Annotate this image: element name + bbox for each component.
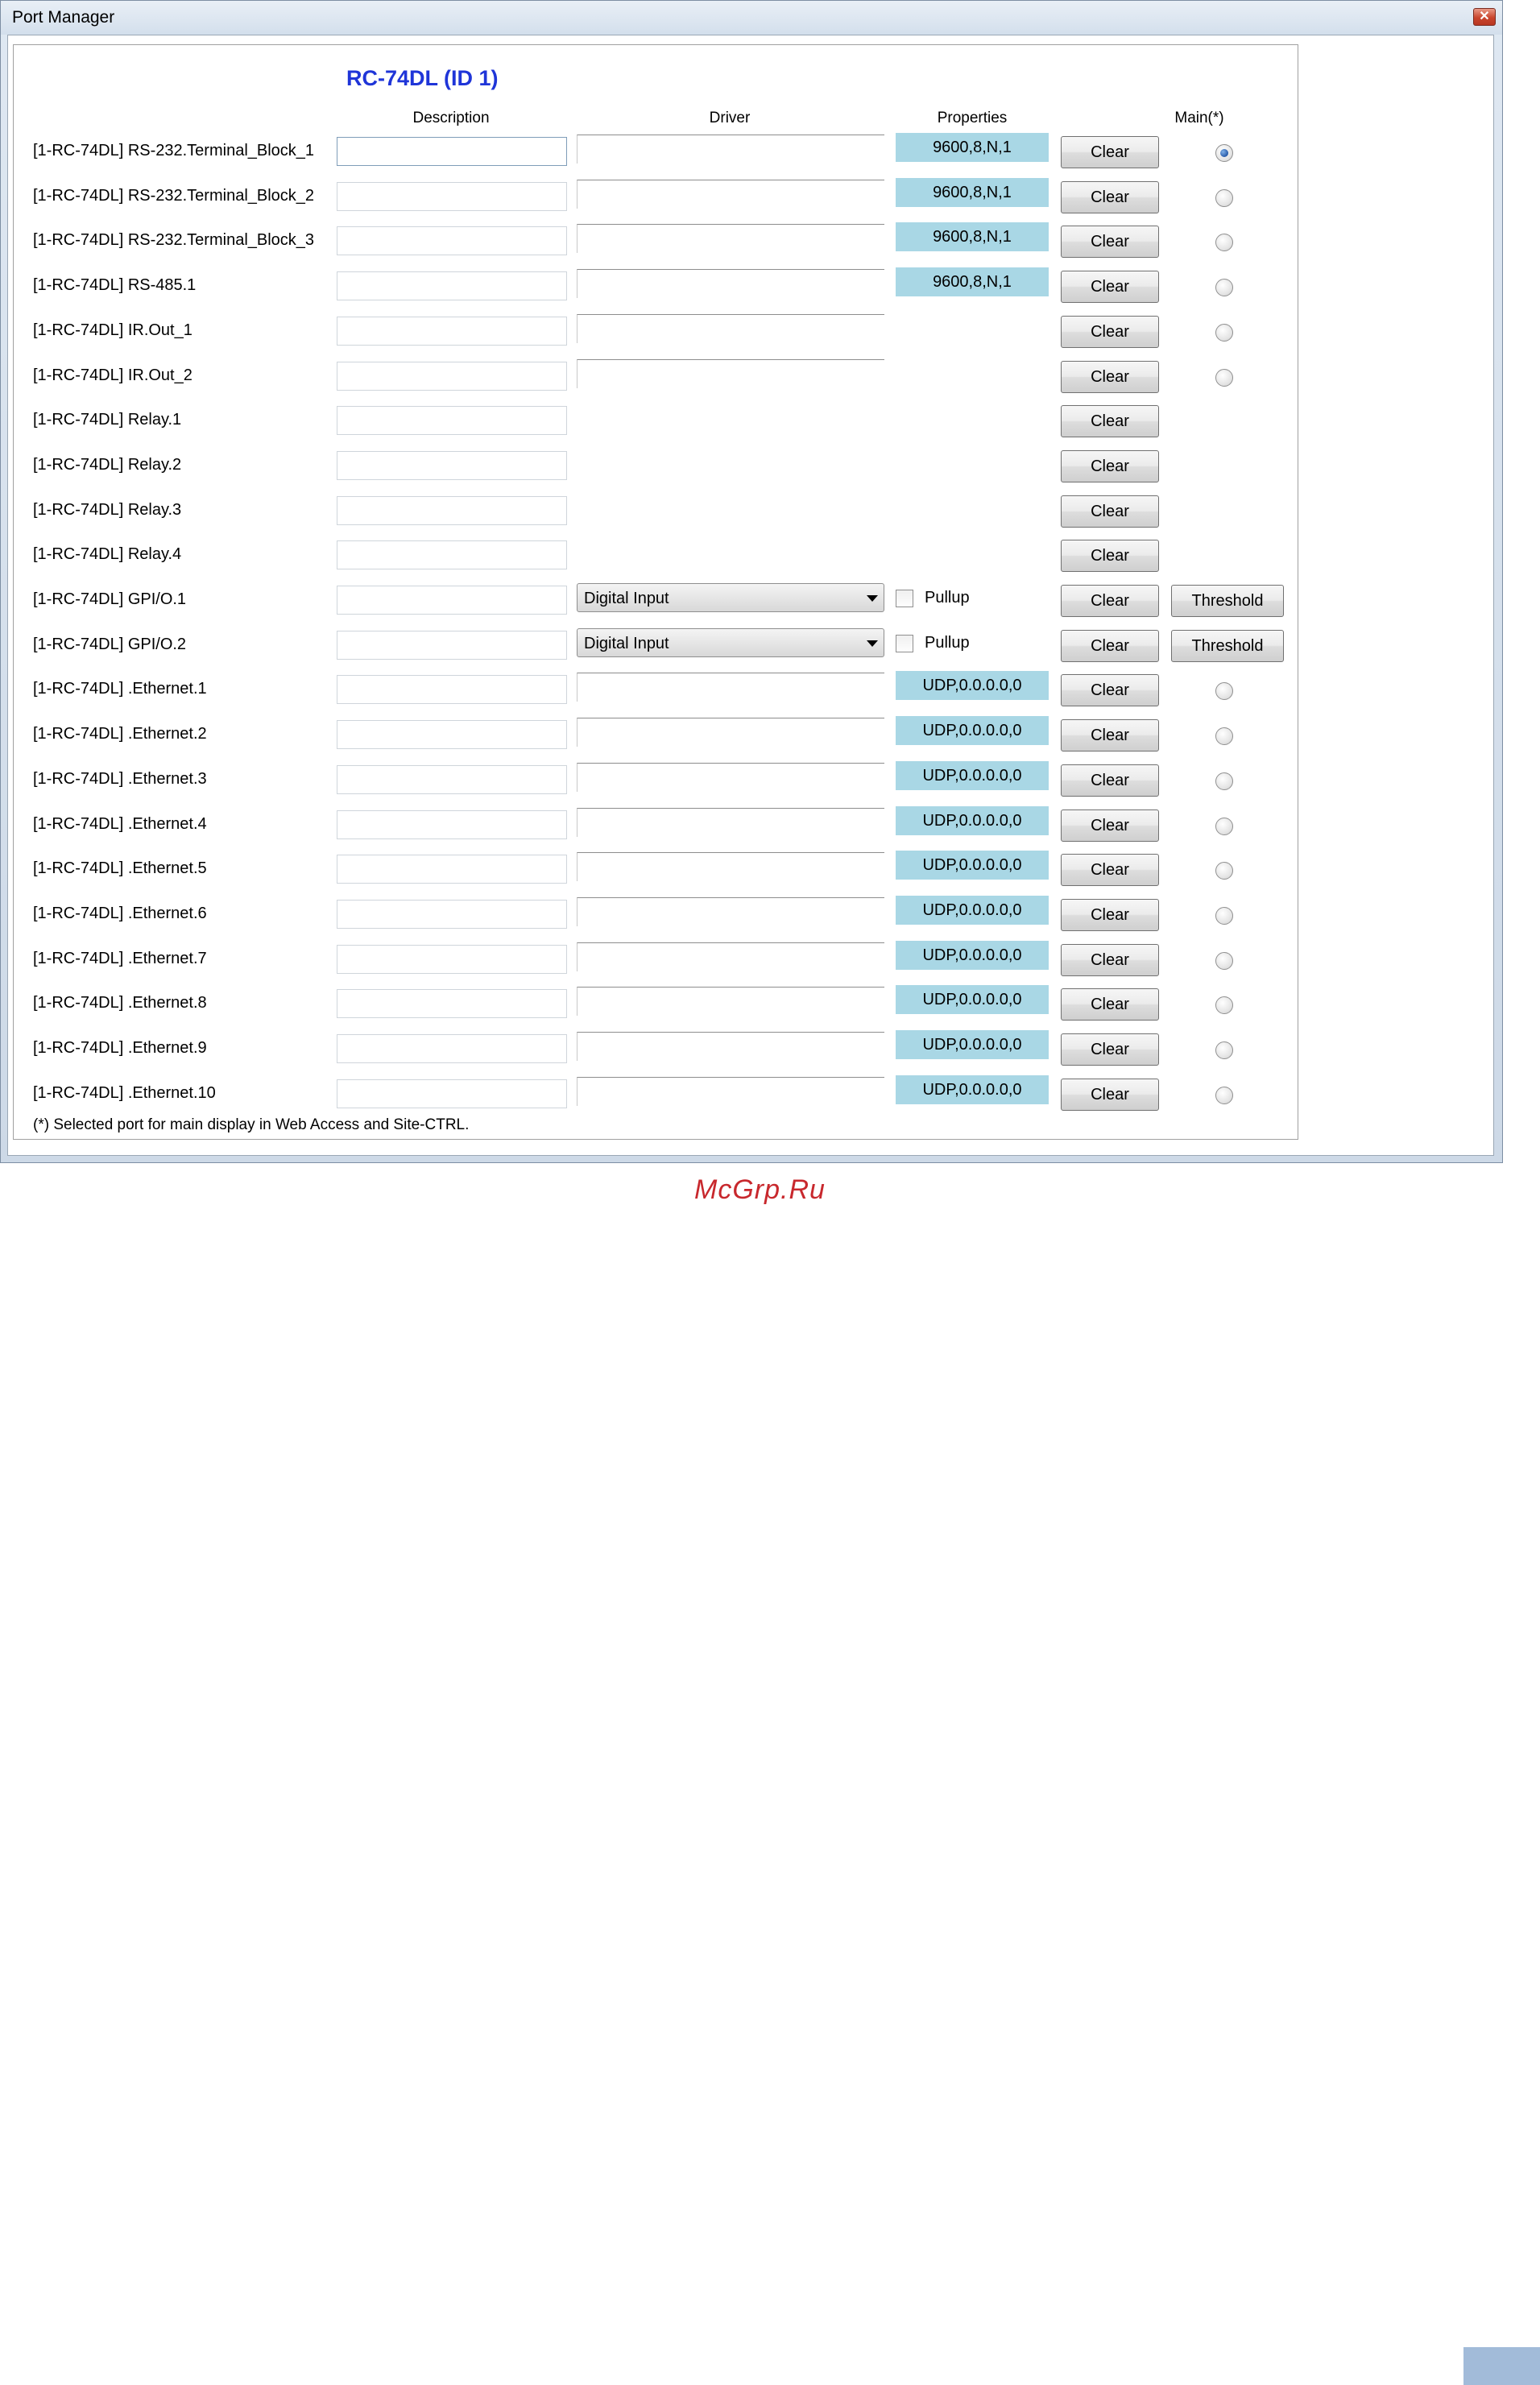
pullup-checkbox[interactable]	[896, 635, 913, 652]
port-name-label: [1-RC-74DL] RS-232.Terminal_Block_1	[33, 142, 315, 159]
header-description: Description	[412, 110, 490, 126]
driver-field[interactable]	[577, 1077, 884, 1106]
main-port-radio[interactable]	[1215, 1041, 1233, 1059]
description-input[interactable]	[337, 451, 567, 480]
port-name-label: [1-RC-74DL] .Ethernet.10	[33, 1084, 216, 1102]
port-row	[0, 218, 1498, 263]
driver-select[interactable]	[577, 583, 884, 612]
properties-value[interactable]: UDP,0.0.0.0,0	[896, 896, 1049, 925]
driver-field[interactable]	[577, 763, 884, 792]
port-name-label: [1-RC-74DL] .Ethernet.2	[33, 725, 207, 743]
port-name-label: [1-RC-74DL] .Ethernet.3	[33, 770, 207, 788]
port-name-label: [1-RC-74DL] .Ethernet.8	[33, 994, 207, 1012]
properties-value[interactable]: UDP,0.0.0.0,0	[896, 1075, 1049, 1104]
close-button[interactable]	[1473, 8, 1496, 26]
description-input[interactable]	[337, 900, 567, 929]
description-input[interactable]	[337, 496, 567, 525]
watermark-text: McGrp.Ru	[694, 1174, 826, 1205]
properties-value[interactable]: UDP,0.0.0.0,0	[896, 1030, 1049, 1059]
driver-field[interactable]	[577, 180, 884, 209]
driver-field[interactable]	[577, 987, 884, 1016]
description-input[interactable]	[337, 586, 567, 615]
clear-button[interactable]: Clear	[1061, 1079, 1159, 1111]
driver-field[interactable]	[577, 359, 884, 388]
properties-value[interactable]: UDP,0.0.0.0,0	[896, 761, 1049, 790]
clear-button[interactable]: Clear	[1061, 226, 1159, 258]
description-input[interactable]	[337, 226, 567, 255]
footnote: (*) Selected port for main display in Web Access and Site-CTRL.	[33, 1116, 470, 1133]
driver-field[interactable]	[577, 897, 884, 926]
clear-button[interactable]: Clear	[1061, 1033, 1159, 1066]
main-port-radio[interactable]	[1215, 772, 1233, 790]
properties-value[interactable]: 9600,8,N,1	[896, 133, 1049, 162]
description-input[interactable]	[337, 137, 567, 166]
port-row	[0, 354, 1498, 399]
driver-field[interactable]	[577, 852, 884, 881]
header-main: Main(*)	[1174, 110, 1224, 126]
port-row	[0, 892, 1498, 937]
port-row	[0, 623, 1498, 668]
threshold-button[interactable]: Threshold	[1171, 630, 1284, 662]
port-row	[0, 981, 1498, 1026]
properties-value[interactable]: UDP,0.0.0.0,0	[896, 985, 1049, 1014]
main-port-radio[interactable]	[1215, 862, 1233, 880]
properties-value[interactable]: 9600,8,N,1	[896, 178, 1049, 207]
port-name-label: [1-RC-74DL] .Ethernet.9	[33, 1039, 207, 1057]
port-row	[0, 488, 1498, 533]
driver-select[interactable]	[577, 628, 884, 657]
port-row	[0, 712, 1498, 757]
clear-button[interactable]: Clear	[1061, 854, 1159, 886]
port-row	[0, 174, 1498, 219]
main-port-radio[interactable]	[1215, 234, 1233, 251]
driver-field[interactable]	[577, 269, 884, 298]
header-properties: Properties	[937, 110, 1008, 126]
port-row	[0, 1026, 1498, 1071]
driver-field[interactable]	[577, 673, 884, 702]
description-input[interactable]	[337, 765, 567, 794]
pullup-label: Pullup	[925, 589, 970, 607]
description-input[interactable]	[337, 1034, 567, 1063]
port-name-label: [1-RC-74DL] RS-232.Terminal_Block_3	[33, 231, 315, 249]
port-row	[0, 757, 1498, 802]
port-name-label: [1-RC-74DL] GPI/O.1	[33, 590, 187, 608]
port-name-label: [1-RC-74DL] .Ethernet.7	[33, 950, 207, 967]
port-name-label: [1-RC-74DL] Relay.1	[33, 411, 182, 429]
port-row	[0, 443, 1498, 488]
clear-button[interactable]: Clear	[1061, 630, 1159, 662]
port-row	[0, 532, 1498, 578]
port-row	[0, 129, 1498, 174]
clear-button[interactable]: Clear	[1061, 719, 1159, 752]
clear-button[interactable]: Clear	[1061, 585, 1159, 617]
clear-button[interactable]: Clear	[1061, 181, 1159, 213]
driver-field[interactable]	[577, 135, 884, 164]
description-input[interactable]	[337, 182, 567, 211]
description-input[interactable]	[337, 317, 567, 346]
clear-button[interactable]: Clear	[1061, 540, 1159, 572]
description-input[interactable]	[337, 855, 567, 884]
description-input[interactable]	[337, 540, 567, 569]
port-row	[0, 578, 1498, 623]
port-name-label: [1-RC-74DL] .Ethernet.4	[33, 815, 207, 833]
port-row	[0, 263, 1498, 308]
properties-value[interactable]: UDP,0.0.0.0,0	[896, 851, 1049, 880]
properties-value[interactable]: 9600,8,N,1	[896, 267, 1049, 296]
driver-field[interactable]	[577, 718, 884, 747]
main-port-radio[interactable]	[1215, 279, 1233, 296]
close-icon: ✕	[1479, 10, 1490, 23]
port-row	[0, 667, 1498, 712]
port-row	[0, 308, 1498, 354]
port-name-label: [1-RC-74DL] Relay.3	[33, 501, 182, 519]
port-name-label: [1-RC-74DL] GPI/O.2	[33, 636, 187, 653]
description-input[interactable]	[337, 1079, 567, 1108]
description-input[interactable]	[337, 945, 567, 974]
driver-select-value: Digital Input	[584, 590, 669, 607]
clear-button[interactable]: Clear	[1061, 495, 1159, 528]
main-port-radio[interactable]	[1215, 682, 1233, 700]
driver-field[interactable]	[577, 942, 884, 971]
threshold-button[interactable]: Threshold	[1171, 585, 1284, 617]
port-row	[0, 802, 1498, 847]
port-row	[0, 1071, 1498, 1116]
port-name-label: [1-RC-74DL] Relay.4	[33, 545, 182, 563]
main-port-radio[interactable]	[1215, 324, 1233, 342]
clear-button[interactable]: Clear	[1061, 450, 1159, 482]
main-port-radio[interactable]	[1215, 818, 1233, 835]
properties-value[interactable]: 9600,8,N,1	[896, 222, 1049, 251]
port-row	[0, 398, 1498, 443]
properties-value[interactable]: UDP,0.0.0.0,0	[896, 716, 1049, 745]
main-port-radio[interactable]	[1215, 727, 1233, 745]
pullup-checkbox[interactable]	[896, 590, 913, 607]
title-bar[interactable]	[1, 1, 1502, 35]
driver-field[interactable]	[577, 314, 884, 343]
header-driver: Driver	[709, 110, 751, 126]
main-port-radio[interactable]	[1215, 907, 1233, 925]
properties-value[interactable]: UDP,0.0.0.0,0	[896, 671, 1049, 700]
port-name-label: [1-RC-74DL] .Ethernet.5	[33, 859, 207, 877]
port-name-label: [1-RC-74DL] .Ethernet.6	[33, 905, 207, 922]
description-input[interactable]	[337, 362, 567, 391]
port-name-label: [1-RC-74DL] Relay.2	[33, 456, 182, 474]
clear-button[interactable]: Clear	[1061, 988, 1159, 1021]
port-name-label: [1-RC-74DL] RS-232.Terminal_Block_2	[33, 187, 315, 205]
clear-button[interactable]: Clear	[1061, 271, 1159, 303]
driver-field[interactable]	[577, 1032, 884, 1061]
driver-field[interactable]	[577, 224, 884, 253]
clear-button[interactable]: Clear	[1061, 809, 1159, 842]
clear-button[interactable]: Clear	[1061, 944, 1159, 976]
driver-field[interactable]	[577, 808, 884, 837]
dropdown-arrow-icon	[867, 595, 878, 602]
main-port-radio[interactable]	[1215, 952, 1233, 970]
description-input[interactable]	[337, 406, 567, 435]
port-name-label: [1-RC-74DL] RS-485.1	[33, 276, 197, 294]
main-port-radio[interactable]	[1215, 189, 1233, 207]
device-title: RC-74DL (ID 1)	[346, 66, 499, 90]
main-port-radio[interactable]	[1215, 369, 1233, 387]
clear-button[interactable]: Clear	[1061, 674, 1159, 706]
clear-button[interactable]: Clear	[1061, 899, 1159, 931]
port-row	[0, 847, 1498, 892]
description-input[interactable]	[337, 631, 567, 660]
properties-value[interactable]: UDP,0.0.0.0,0	[896, 806, 1049, 835]
clear-button[interactable]: Clear	[1061, 361, 1159, 393]
driver-select-value: Digital Input	[584, 635, 669, 652]
description-input[interactable]	[337, 271, 567, 300]
dropdown-arrow-icon	[867, 640, 878, 647]
clear-button[interactable]: Clear	[1061, 316, 1159, 348]
port-row	[0, 937, 1498, 982]
description-input[interactable]	[337, 720, 567, 749]
properties-value[interactable]: UDP,0.0.0.0,0	[896, 941, 1049, 970]
port-name-label: [1-RC-74DL] IR.Out_1	[33, 321, 192, 339]
clear-button[interactable]: Clear	[1061, 764, 1159, 797]
description-input[interactable]	[337, 675, 567, 704]
main-port-radio[interactable]	[1215, 996, 1233, 1014]
page-corner-marker	[1463, 2347, 1540, 2385]
main-port-radio[interactable]	[1215, 1087, 1233, 1104]
description-input[interactable]	[337, 810, 567, 839]
clear-button[interactable]: Clear	[1061, 405, 1159, 437]
window-title: Port Manager	[12, 8, 115, 27]
main-port-radio[interactable]	[1215, 144, 1233, 162]
port-name-label: [1-RC-74DL] .Ethernet.1	[33, 680, 207, 698]
pullup-label: Pullup	[925, 634, 970, 652]
port-name-label: [1-RC-74DL] IR.Out_2	[33, 366, 192, 384]
description-input[interactable]	[337, 989, 567, 1018]
clear-button[interactable]: Clear	[1061, 136, 1159, 168]
